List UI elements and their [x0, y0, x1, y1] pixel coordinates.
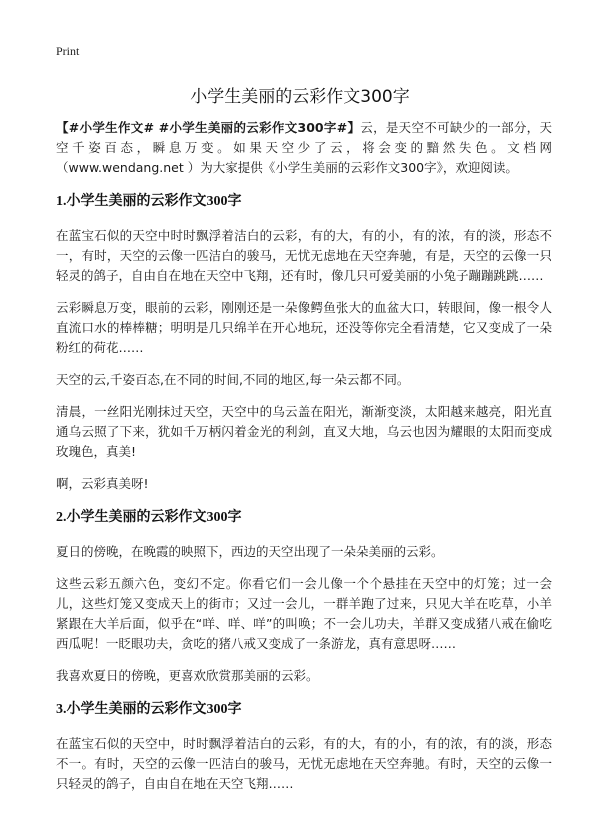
paragraph: 啊，云彩真美呀! [56, 476, 149, 491]
paragraph: 在蓝宝石似的天空中，时时飘浮着洁白的云彩，有的大，有的小，有的浓，有的淡，形态不一。有时，天空的云像一匹洁白的骏马，无忧无虑地在天空奔驰。有时，天空的云像一只轻灵的鸽子，自由自在地在天空飞翔…… [56, 736, 552, 791]
page-title: 小学生美丽的云彩作文300字 [190, 87, 410, 107]
paragraph: 我喜欢夏日的傍晚，更喜欢欣赏那美丽的云彩。 [56, 668, 319, 683]
section-heading: 2.小学生美丽的云彩作文300字 [56, 510, 242, 525]
intro-paragraph [56, 118, 552, 178]
article-body [56, 118, 552, 806]
paragraph: 云彩瞬息万变，眼前的云彩，刚刚还是一朵像鳄鱼张大的血盆大口，转眼间，像一根令人直流口水的棒棒糖；明明是几只绵羊在开心地玩，还没等你完全看清楚，它又变成了一朵粉红的荷花…… [56, 300, 552, 355]
intro-text: 云，是天空不可缺少的一部分，天空千姿百态，瞬息万变。如果天空少了云，将会变的黯然失色。文档网（www.wendang.net ）为大家提供《小学生美丽的云彩作文300字》，欢迎阅读。 [56, 120, 552, 175]
section-heading: 3.小学生美丽的云彩作文300字 [56, 702, 242, 717]
paragraph: 在蓝宝石似的天空中时时飘浮着洁白的云彩，有的大，有的小，有的浓，有的淡，形态不一，有时，天空的云像一匹洁白的骏马，无忧无虑地在天空奔驰，有是，天空的云像一只轻灵的鸽子，自由自在地在天空中飞翔，还有时，像几只可爱美丽的小兔子蹦蹦跳跳…… [56, 228, 552, 283]
paragraph: 夏日的傍晚，在晚霞的映照下，西边的天空出现了一朵朵美丽的云彩。 [56, 544, 444, 559]
paragraph: 清晨，一丝阳光刚抹过天空，天空中的乌云盖在阳光，渐渐变淡，太阳越来越亮，阳光直通乌云照了下来，犹如千万柄闪着金光的利剑，直叉大地，乌云也因为耀眼的太阳而变成玫瑰色，真美! [56, 404, 552, 459]
print-link[interactable]: Print [56, 44, 80, 58]
paragraph: 这些云彩五颜六色，变幻不定。你看它们一会儿像一个个悬挂在天空中的灯笼；过一会儿，这些灯笼又变成天上的街市；又过一会儿，一群羊跑了过来，只见大羊在吃草，小羊紧跟在大羊后面，似乎在“咩、咩、咩”的叫唤；不一会儿功夫，羊群又变成猪八戒在偷吃西瓜呢！一眨眼功夫，贪吃的猪八戒又变成了一条游龙，真有意思呀…… [56, 576, 552, 651]
paragraph: 天空的云,千姿百态,在不同的时间,不同的地区,每一朵云都不同。 [56, 372, 410, 387]
section-heading: 1.小学生美丽的云彩作文300字 [56, 194, 242, 209]
intro-tag: 【#小学生作文# #小学生美丽的云彩作文300字#】 [56, 120, 361, 135]
